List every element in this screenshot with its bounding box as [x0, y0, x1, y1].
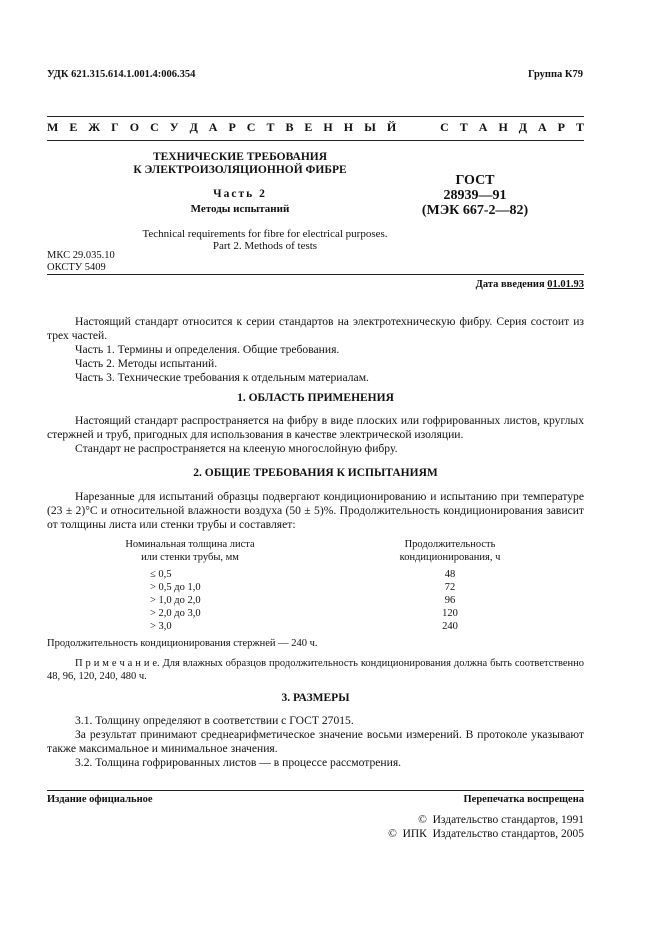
banner-divider [47, 140, 584, 141]
intro-date [476, 279, 584, 290]
section-1-paragraph-1: Настоящий стандарт распространяется на фибру в виде плоских или гофрированных листов, круглых стержней и труб, пригодных для использования в качестве электрической изоляции. [47, 414, 584, 441]
section-3-paragraph-3: 3.2. Толщина гофрированных листов — в процессе рассмотрения. [75, 756, 402, 769]
section-2-heading: 2. ОБЩИЕ ТРЕБОВАНИЯ К ИСПЫТАНИЯМ [193, 467, 438, 479]
gost-number: 28939—91 [443, 188, 507, 203]
thickness-cell: > 2,0 до 3,0 [150, 608, 201, 619]
thickness-cell: > 0,5 до 1,0 [150, 582, 201, 593]
note [47, 657, 584, 683]
rods-conditioning: Продолжительность кондиционирования стержней — 240 ч. [47, 638, 318, 649]
table-row [150, 594, 201, 607]
iec-number: (МЭК 667-2—82) [421, 203, 529, 218]
header-divider [47, 274, 584, 275]
table-header-duration-1: Продолжительность [404, 539, 496, 550]
section-2-body [47, 490, 584, 532]
hours-cell: 72 [444, 582, 456, 593]
section-3-paragraph-2: За результат принимают среднеарифметическое значение восьми измерений. В протоколе указывают также максимальное и минимальное значения. [47, 728, 584, 755]
intro-part-2: Часть 2. Методы испытаний. [75, 357, 218, 370]
reprint-notice: Перепечатка воспрещена [463, 794, 584, 805]
gost-label: ГОСТ [455, 173, 495, 188]
section-2-paragraph-1: Нарезанные для испытаний образцы подвергают кондиционированию и испытанию при температуре (23 ± 2)°С и относительной влажности воздуха (50 ± 5)%. Продолжительность кондиционирования зависит от толщины листа или стенки трубы и составляет: [47, 490, 584, 531]
thickness-cell: > 1,0 до 2,0 [150, 595, 201, 606]
title-line-1: ТЕХНИЧЕСКИЕ ТРЕБОВАНИЯ [152, 151, 328, 163]
table-row [150, 620, 172, 633]
table-header-thickness-1: Номинальная толщина листа [125, 539, 255, 550]
section-3-paragraph-1: 3.1. Толщину определяют в соответствии с ГОСТ 27015. [75, 714, 354, 727]
table-header-thickness-2: или стенки трубы, мм [141, 552, 239, 563]
section-3-heading: 3. РАЗМЕРЫ [281, 692, 350, 704]
english-title-line-1: Technical requirements for fibre for electrical purposes. [142, 228, 388, 240]
footer-divider [47, 790, 584, 791]
section-1-heading: 1. ОБЛАСТЬ ПРИМЕНЕНИЯ [237, 392, 394, 404]
title-line-2: К ЭЛЕКТРОИЗОЛЯЦИОННОЙ ФИБРЕ [133, 164, 347, 176]
hours-cell: 48 [444, 569, 456, 580]
mks-code: МКС 29.035.10 [47, 250, 115, 261]
table-row [150, 568, 172, 581]
banner: М Е Ж Г О С У Д А Р С Т В Е Н Н Ы Й С Т А Н Д А Р Т [47, 120, 584, 134]
official-edition: Издание официальное [47, 794, 153, 805]
okstu-code: ОКСТУ 5409 [47, 262, 106, 273]
section-1-paragraph-2: Стандарт не распространяется на клееную многослойную фибру. [75, 442, 398, 455]
note-text: Для влажных образцов продолжительность кондиционирования должна быть соответственно 48, 96, 120, 240, 480 ч. [47, 658, 584, 682]
group-code: Группа К79 [527, 69, 583, 80]
thickness-cell: ≤ 0,5 [150, 569, 172, 580]
intro-paragraph: Настоящий стандарт относится к серии стандартов на электротехническую фибру. Серия состоит из трех частей. [47, 315, 584, 342]
hours-cell: 120 [442, 608, 458, 619]
intro-part-1: Часть 1. Термины и определения. Общие требования. [75, 343, 340, 356]
hours-cell: 96 [444, 595, 456, 606]
table-header-duration-2: кондиционирования, ч [399, 552, 501, 563]
note-label: П р и м е ч а н и е. [75, 658, 160, 669]
intro-date-label: Дата введения [475, 279, 545, 290]
intro-part-3: Часть 3. Технические требования к отдельным материалам. [75, 371, 369, 384]
thickness-cell: > 3,0 [150, 621, 172, 632]
part-number: Часть 2 [213, 188, 267, 200]
copyright-1991: © Издательство стандартов, 1991 [418, 814, 584, 826]
copyright-2005: © ИПК Издательство стандартов, 2005 [388, 828, 584, 840]
english-title-line-2: Part 2. Methods of tests [212, 240, 318, 252]
intro-date-value: 01.01.93 [547, 279, 584, 290]
table-row [150, 607, 201, 620]
table-row [150, 581, 201, 594]
part-title: Методы испытаний [190, 203, 290, 215]
top-divider [47, 116, 584, 117]
udk-code: УДК 621.315.614.1.001.4:006.354 [47, 69, 196, 80]
intro-block [47, 315, 584, 385]
hours-cell: 240 [442, 621, 458, 632]
section-3-body [47, 714, 584, 770]
section-1-body [47, 414, 584, 456]
